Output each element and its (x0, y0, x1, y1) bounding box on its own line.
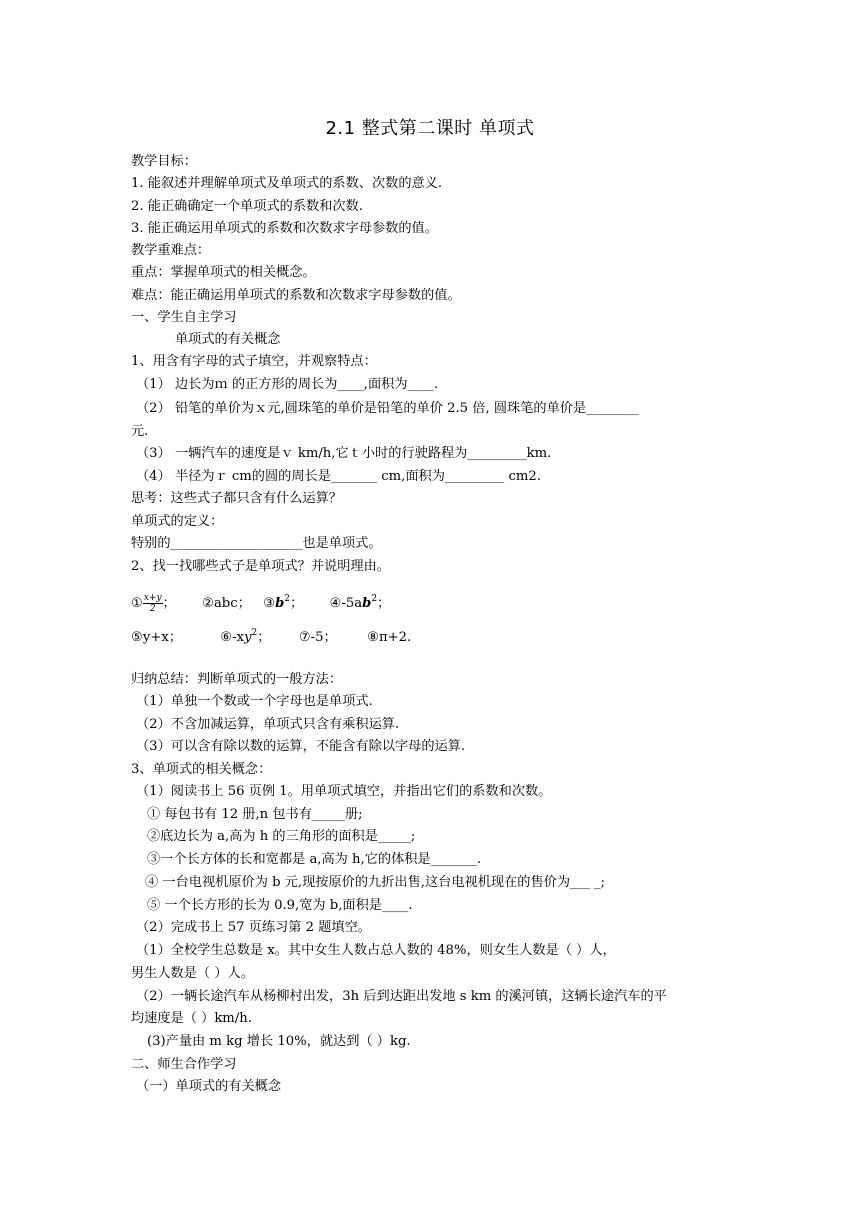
question-1-item-3: （3） 一辆汽车的速度是ｖ km/h,它ｔ小时的行驶路程为_________km. (136, 446, 552, 461)
definition-label: 单项式的定义： (131, 514, 224, 529)
summary-rule-3: （3）可以含有除以数的运算，不能含有除以字母的运算. (136, 739, 466, 754)
objective-2: 2. 能正确确定一个单项式的系数和次数. (131, 199, 363, 214)
expr-4: $④-5ab^2$； (329, 594, 391, 611)
expr-5: ⑤y+x； (131, 630, 182, 645)
difficult-point: 难点：能正确运用单项式的系数和次数求字母参数的值。 (131, 288, 461, 303)
fill-item-2: ②底边长为 a,高为 h 的三角形的面积是_____; (147, 829, 416, 844)
section-2-heading: 二、师生合作学习 (131, 1057, 237, 1072)
exercise-1: （1）全校学生总数是 x。其中女生人数占总人数的 48%，则女生人数是（ ）人， (136, 943, 616, 958)
summary-heading: 归纳总结：判断单项式的一般方法： (131, 672, 342, 687)
exercise-2-cont: 均速度是（ ）km/h. (131, 1011, 252, 1026)
expr-7: ⑦-5； (298, 630, 337, 645)
question-1-item-1: （1） 边长为ｍ 的正方形的周长为____,面积为____. (136, 377, 439, 392)
objective-3: 3. 能正确运用单项式的系数和次数求字母参数的值。 (131, 221, 438, 236)
expr-2: ②abc； (202, 596, 251, 611)
question-1-item-2-cont: 元. (131, 424, 149, 439)
section-2-subheading: （一）单项式的有关概念 (136, 1079, 282, 1094)
expr-1: ① $\frac{x+y}{2}$ ； (131, 593, 176, 614)
exercise-3: (3)产量由 m kg 增长 10%，就达到（ ）kg. (147, 1034, 411, 1049)
summary-rule-1: （1）单独一个数或一个字母也是单项式. (136, 694, 373, 709)
expr-6: $⑥-xy^2$； (220, 628, 271, 645)
expression-row-1 (131, 589, 390, 614)
key-point: 重点：掌握单项式的相关概念。 (131, 265, 316, 280)
question-3: 3、单项式的相关概念： (131, 762, 272, 777)
question-1-item-4: （4） 半径为ｒ cm的圆的周长是_______ cm,面积为_________ cm2. (136, 469, 541, 484)
summary-rule-2: （2）不含加减运算，单项式只含有乘积运算. (136, 717, 400, 732)
exercise-1-cont: 男生人数是（ ）人。 (131, 966, 254, 981)
exercise-2: （2）一辆长途汽车从杨柳村出发，3h 后到达距出发地 s km 的溪河镇，这辆长途汽车的平 (136, 989, 667, 1004)
special-case-line: 特别的____________________也是单项式。 (131, 536, 382, 551)
question-2: 2、找一找哪些式子是单项式？并说明理由。 (131, 559, 390, 574)
objectives-heading: 教学目标： (131, 154, 197, 169)
fill-item-1: ① 每包书有 12 册,n 包书有_____册; (147, 807, 363, 822)
expr-3: $③b^2$； (263, 594, 304, 611)
fill-item-3: ③一个长方体的长和宽都是 a,高为 h,它的体积是_______. (147, 852, 482, 867)
question-1: 1、用含有字母的式子填空，并观察特点： (131, 354, 377, 369)
section-1-heading: 一、学生自主学习 (131, 310, 237, 325)
objective-1: 1. 能叙述并理解单项式及单项式的系数、次数的意义. (131, 176, 443, 191)
question-3-part-2: （2）完成书上 57 页练习第 2 题填空。 (136, 920, 371, 935)
question-3-part-1: （1）阅读书上 56 页例 1。用单项式填空，并指出它们的系数和次数。 (136, 784, 552, 799)
question-1-item-2: （2） 铅笔的单价为ｘ元,圆珠笔的单价是铅笔的单价 2.5 倍, 圆珠笔的单价是________ (136, 401, 639, 416)
fill-item-4: ④ 一台电视机原价为 b 元,现按原价的九折出售,这台电视机现在的售价为___ _; (145, 875, 606, 890)
think-question: 思考：这些式子都只含有什么运算？ (131, 491, 342, 506)
subsection-heading: 单项式的有关概念 (175, 332, 281, 347)
key-points-heading: 教学重难点： (131, 243, 211, 258)
fill-item-5: ⑤ 一个长方形的长为 0.9,宽为 b,面积是____. (147, 898, 413, 913)
page-title: 2.1 整式第二课时 单项式 (325, 118, 535, 139)
expression-row-2 (131, 623, 411, 648)
expr-8: ⑧π+2. (367, 630, 412, 645)
